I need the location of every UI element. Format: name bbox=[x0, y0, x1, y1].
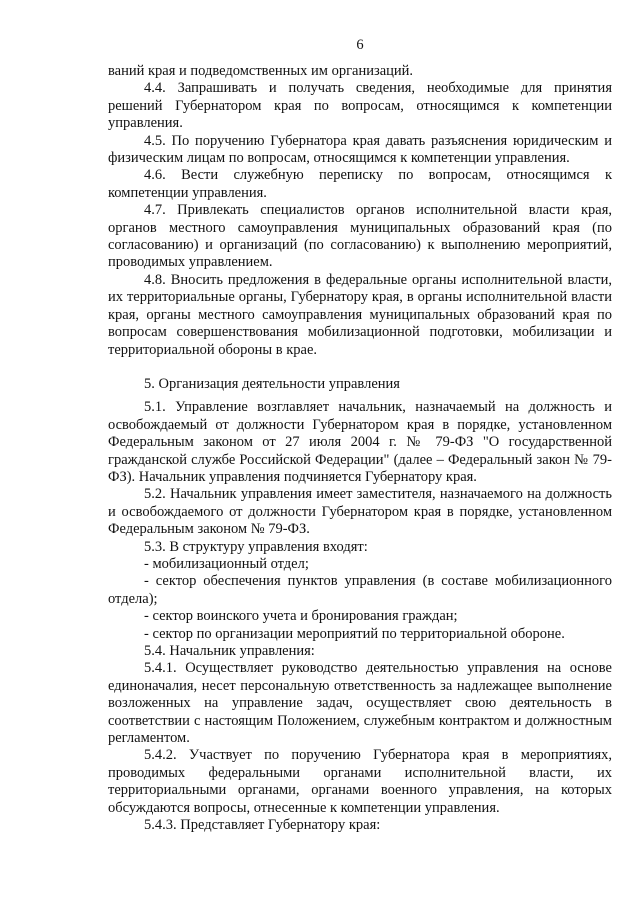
list-item-territorial-defense-sector: - сектор по организации мероприятий по территориальной обороне. bbox=[144, 625, 565, 642]
paragraph-4-8: 4.8. Вносить предложения в федеральные органы исполнительной власти, их территориальные органы, Губернатору края, в органы исполнительной власти края, органы местного самоуправления муниципальных образований края по вопросам совершенствования мобилизационной подготовки, мобилизации и территориальной обороны в крае. bbox=[108, 271, 612, 358]
document-page bbox=[108, 36, 612, 834]
list-item-military-registration-sector: - сектор воинского учета и бронирования граждан; bbox=[144, 608, 458, 625]
paragraph-5-2: 5.2. Начальник управления имеет заместителя, назначаемого на должность и освобождаемого от должности Губернатором края в порядке, установленном Федеральным законом № 79-ФЗ. bbox=[108, 486, 612, 538]
paragraph-5-1: 5.1. Управление возглавляет начальник, назначаемый на должность и освобождаемый от должности Губернатором края в порядке, установленном Федеральным законом от 27 июля 2004 г. № 79-ФЗ "О государственной гражданской службе Российской Федерации" (далее – Федеральный закон № 79-ФЗ). Начальник управления подчиняется Губернатору края. bbox=[108, 399, 612, 485]
section-heading: 5. Организация деятельности управления bbox=[144, 375, 400, 392]
paragraph-4-6: 4.6. Вести служебную переписку по вопросам, относящимся к компетенции управления. bbox=[108, 167, 612, 201]
paragraphs-after bbox=[108, 399, 612, 834]
page-number: 6 bbox=[356, 37, 364, 53]
list-item-mobilization-dept: - мобилизационный отдел; bbox=[144, 555, 309, 572]
paragraph-continuation: ваний края и подведомственных им организаций. bbox=[108, 63, 414, 79]
paragraph-4-4: 4.4. Запрашивать и получать сведения, необходимые для принятия решений Губернатором края по вопросам, относящимся к компетенции управления. bbox=[108, 80, 612, 132]
paragraph-5-4: 5.4. Начальник управления: bbox=[144, 643, 315, 659]
paragraph-5-4-3: 5.4.3. Представляет Губернатору края: bbox=[144, 817, 381, 834]
paragraph-5-4-1: 5.4.1. Осуществляет руководство деятельностью управления на основе единоначалия, несет персональную ответственность за надлежащее выполнение возложенных на управление задач, осуществляет свою деятельность в соответствии с настоящим Положением, служебным контрактом и должностным регламентом. bbox=[108, 660, 612, 747]
paragraph-4-5: 4.5. По поручению Губернатора края давать разъяснения юридическим и физическим лицам по вопросам, относящимся к компетенции управления. bbox=[108, 132, 612, 167]
paragraphs-before bbox=[108, 63, 612, 359]
list-item-control-points-sector: - сектор обеспечения пунктов управления (в составе мобилизационного отдела); bbox=[108, 573, 612, 607]
paragraph-4-7: 4.7. Привлекать специалистов органов исполнительной власти края, органов местного самоуправления муниципальных образований края (по согласованию) и организаций (по согласованию) к выполнению мероприятий, проводимых управлением. bbox=[108, 202, 612, 271]
paragraph-5-3: 5.3. В структуру управления входят: bbox=[144, 538, 368, 555]
paragraph-5-4-2: 5.4.2. Участвует по поручению Губернатора края в мероприятиях, проводимых федеральными органами исполнительной власти, их территориальными органами, органами военного управления, на которых обсуждаются вопросы, отнесенные к компетенции управления. bbox=[108, 747, 612, 816]
